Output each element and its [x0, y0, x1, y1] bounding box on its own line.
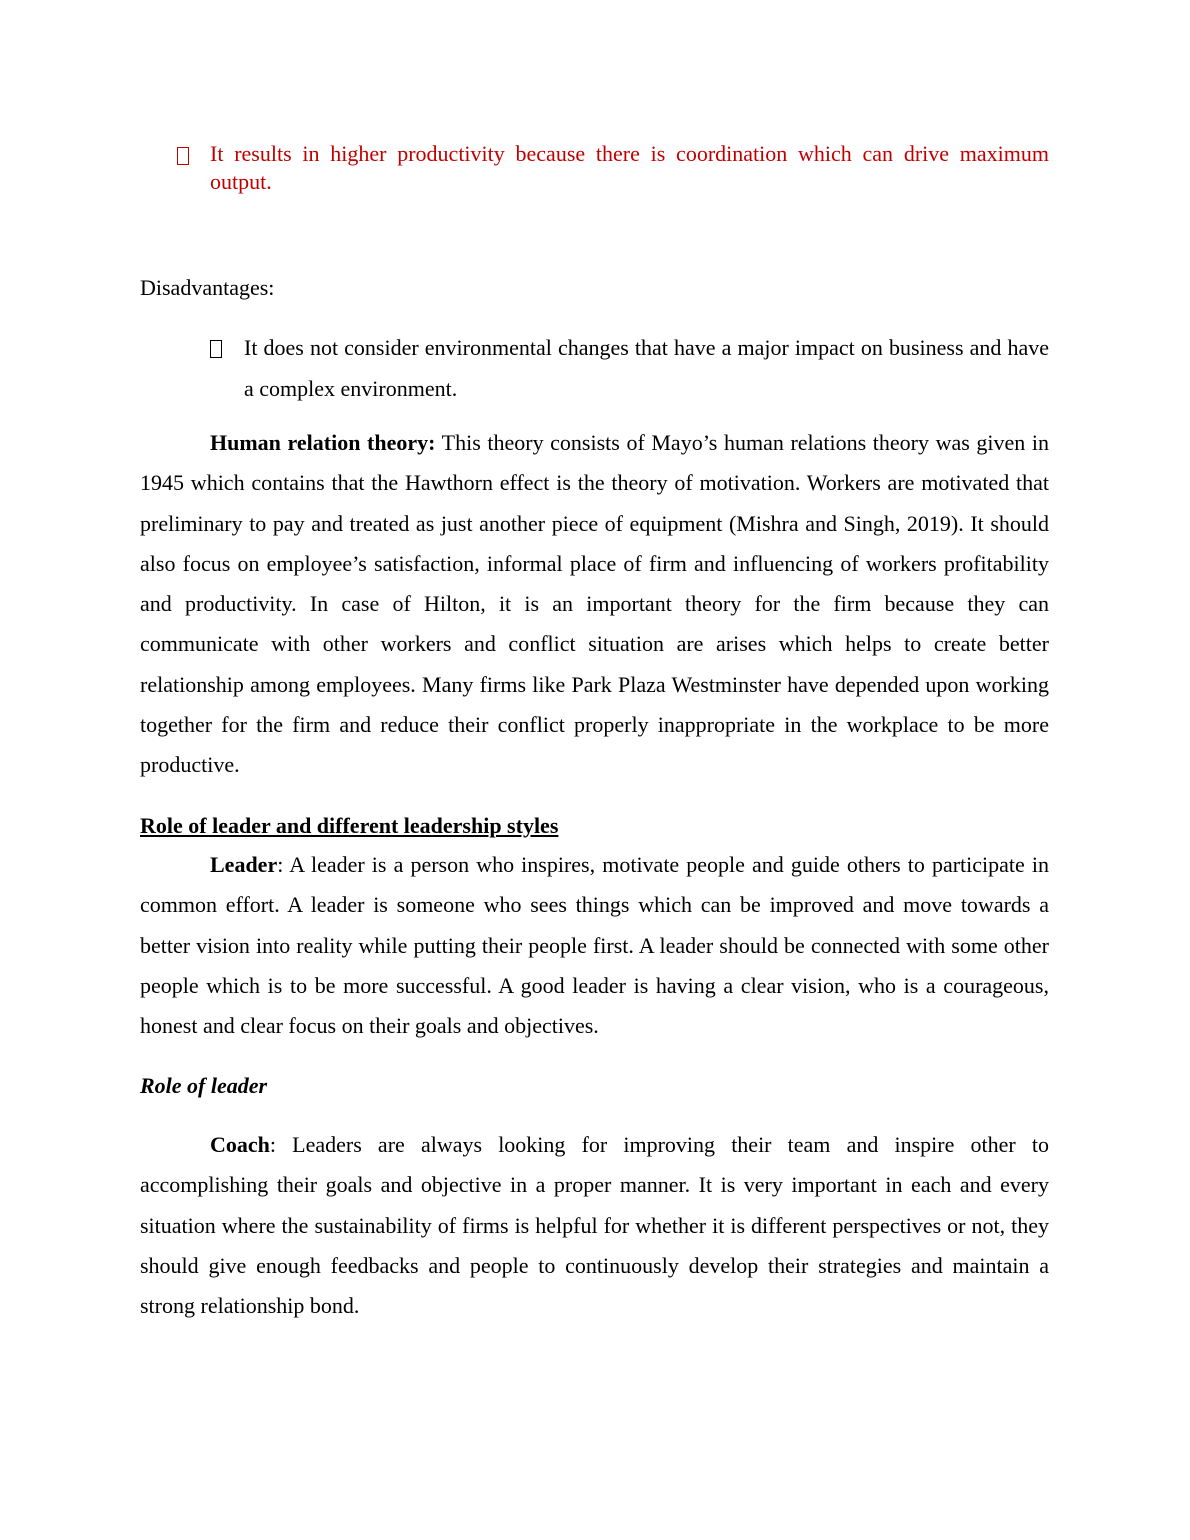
coach-paragraph — [140, 1125, 1049, 1326]
human-relation-body: This theory consists of Mayo’s human relations theory was given in 1945 which contains that the Hawthorn effect is the theory of motivation. Workers are motivated that preliminary to pay and treated as just another piece of equipment (Mishra and Singh, 2019). It should also focus on employee’s satisfaction, informal place of firm and influencing of workers profitability and productivity. In case of Hilton, it is an important theory for the firm because they can communicate with other workers and conflict situation are arises which helps to create better relationship among employees. Many firms like Park Plaza Westminster have depended upon working together for the firm and reduce their conflict properly inappropriate in the workplace to be more productive. — [140, 430, 1049, 778]
human-relation-paragraph — [140, 423, 1049, 786]
bullet-box-icon — [210, 340, 222, 358]
human-relation-term: Human relation theory: — [210, 430, 436, 455]
leader-body: : A leader is a person who inspires, motivate people and guide others to participate in common effort. A leader is someone who sees things which can be improved and move towards a better vision into reality while putting their people first. A leader should be connected with some other people which is to be more successful. A good leader is having a clear vision, who is a courageous, honest and clear focus on their goals and objectives. — [140, 852, 1049, 1039]
leader-paragraph — [140, 845, 1049, 1046]
disadvantages-heading: Disadvantages: — [140, 275, 275, 300]
bullet-box-icon — [177, 147, 189, 165]
coach-body: : Leaders are always looking for improving their team and inspire other to accomplishing their goals and objective in a proper manner. It is very important in each and every situation where the sustainability of firms is helpful for whether it is different perspectives or not, they should give enough feedbacks and people to continuously develop their strategies and maintain a strong relationship bond. — [140, 1132, 1049, 1319]
leader-term: Leader — [210, 852, 278, 877]
advantage-bullet-text: It results in higher productivity because there is coordination which can drive maximum output. — [210, 141, 1049, 194]
leadership-section-heading: Role of leader and different leadership styles — [140, 813, 559, 838]
disadvantage-bullet-text: It does not consider environmental changes that have a major impact on business and have a complex environment. — [244, 335, 1049, 401]
role-of-leader-heading: Role of leader — [140, 1073, 268, 1098]
coach-term: Coach — [210, 1132, 270, 1157]
